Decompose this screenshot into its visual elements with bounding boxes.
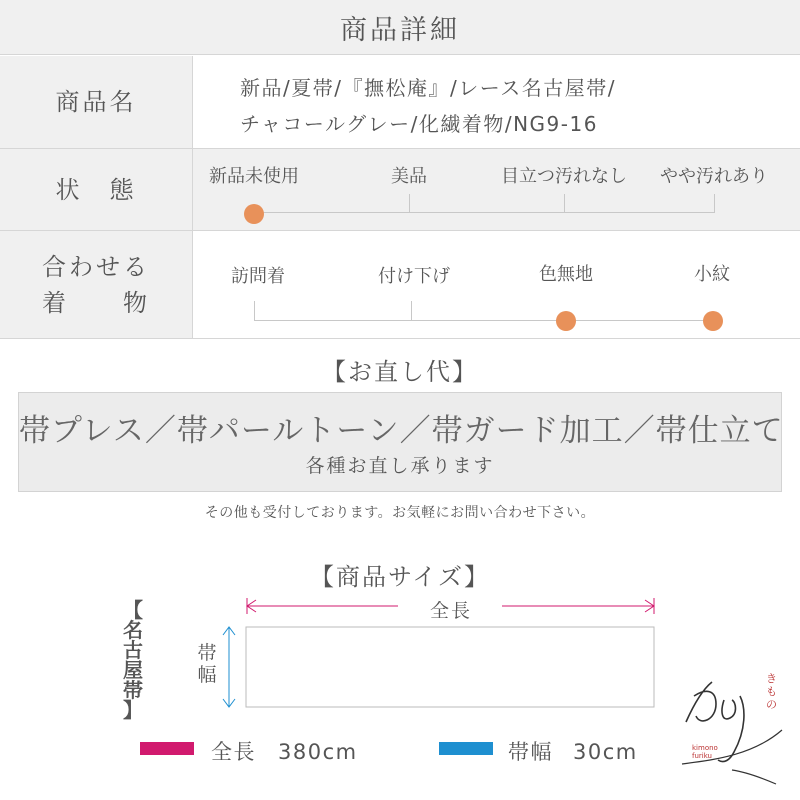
pairing-tick bbox=[254, 301, 255, 321]
product-name-line1: 新品/夏帯/『撫松庵』/レース名古屋帯/ bbox=[240, 76, 616, 100]
condition-option: 美品 bbox=[391, 166, 427, 187]
vertical-char: 名 bbox=[123, 618, 143, 642]
product-name-label: 商品名 bbox=[0, 56, 193, 148]
legend-label: 全長 bbox=[211, 740, 256, 764]
pairing-option: 色無地 bbox=[539, 264, 593, 285]
vertical-char: 幅 bbox=[197, 664, 217, 686]
legend-value: 380cm bbox=[278, 740, 358, 764]
pairing-label-line1: 合わせる bbox=[42, 252, 150, 281]
width-label bbox=[196, 642, 218, 686]
length-label: 全長 bbox=[430, 600, 473, 622]
product-name-row bbox=[0, 56, 800, 149]
length-legend-swatch bbox=[140, 742, 194, 755]
legend-value: 30cm bbox=[573, 740, 638, 764]
vertical-char: の bbox=[766, 698, 777, 711]
section-header bbox=[0, 0, 800, 55]
pairing-label-line2: 着 物 bbox=[42, 288, 150, 317]
brand-logo bbox=[672, 660, 790, 790]
width-legend-label bbox=[508, 736, 638, 766]
condition-option: やや汚れあり bbox=[660, 166, 768, 187]
length-legend-label bbox=[211, 736, 358, 766]
vertical-char: 屋 bbox=[123, 658, 143, 682]
condition-tick bbox=[409, 194, 410, 213]
condition-scale-line bbox=[254, 212, 714, 213]
repair-subtext: 各種お直し承ります bbox=[305, 455, 495, 477]
pairing-selected-dot bbox=[556, 311, 576, 331]
condition-option: 目立つ汚れなし bbox=[501, 166, 627, 187]
pairing-selected-dot bbox=[703, 311, 723, 331]
width-arrow bbox=[223, 627, 235, 707]
repair-box bbox=[18, 392, 782, 492]
vertical-char: 【 bbox=[123, 598, 143, 622]
width-legend-swatch bbox=[439, 742, 493, 755]
vertical-char: き bbox=[766, 672, 777, 685]
condition-tick bbox=[564, 194, 565, 213]
vertical-char: 帯 bbox=[197, 642, 217, 664]
pairing-scale-line bbox=[254, 320, 714, 321]
condition-selected-dot bbox=[244, 204, 264, 224]
pairing-option: 訪問着 bbox=[231, 266, 285, 287]
vertical-char: 】 bbox=[123, 698, 143, 722]
logo-kana bbox=[766, 672, 780, 711]
condition-tick bbox=[714, 194, 715, 213]
repair-services: 帯プレス／帯パールトーン／帯ガード加工／帯仕立て bbox=[19, 413, 784, 449]
vertical-char: 帯 bbox=[123, 678, 143, 702]
pairing-option: 付け下げ bbox=[378, 266, 450, 287]
pairing-option: 小紋 bbox=[694, 264, 730, 285]
contact-note: その他も受付しております。お気軽にお問い合わせ下さい。 bbox=[204, 505, 596, 521]
logo-latin: kimono furiku bbox=[692, 744, 718, 760]
condition-label: 状 態 bbox=[0, 149, 193, 230]
pairing-tick bbox=[411, 301, 412, 321]
vertical-char: も bbox=[766, 685, 777, 698]
vertical-char: 古 bbox=[123, 638, 143, 662]
obi-outline bbox=[246, 627, 654, 707]
condition-option: 新品未使用 bbox=[209, 166, 299, 187]
pairing-label bbox=[0, 231, 193, 338]
legend-label: 帯幅 bbox=[508, 740, 553, 764]
product-name-line2: チャコールグレー/化繊着物/NG9-16 bbox=[240, 112, 598, 136]
repair-title: 【お直し代】 bbox=[322, 358, 478, 386]
page-title: 商品詳細 bbox=[340, 14, 460, 46]
size-title: 【商品サイズ】 bbox=[309, 563, 491, 591]
pairing-row bbox=[0, 231, 800, 339]
condition-row bbox=[0, 149, 800, 231]
